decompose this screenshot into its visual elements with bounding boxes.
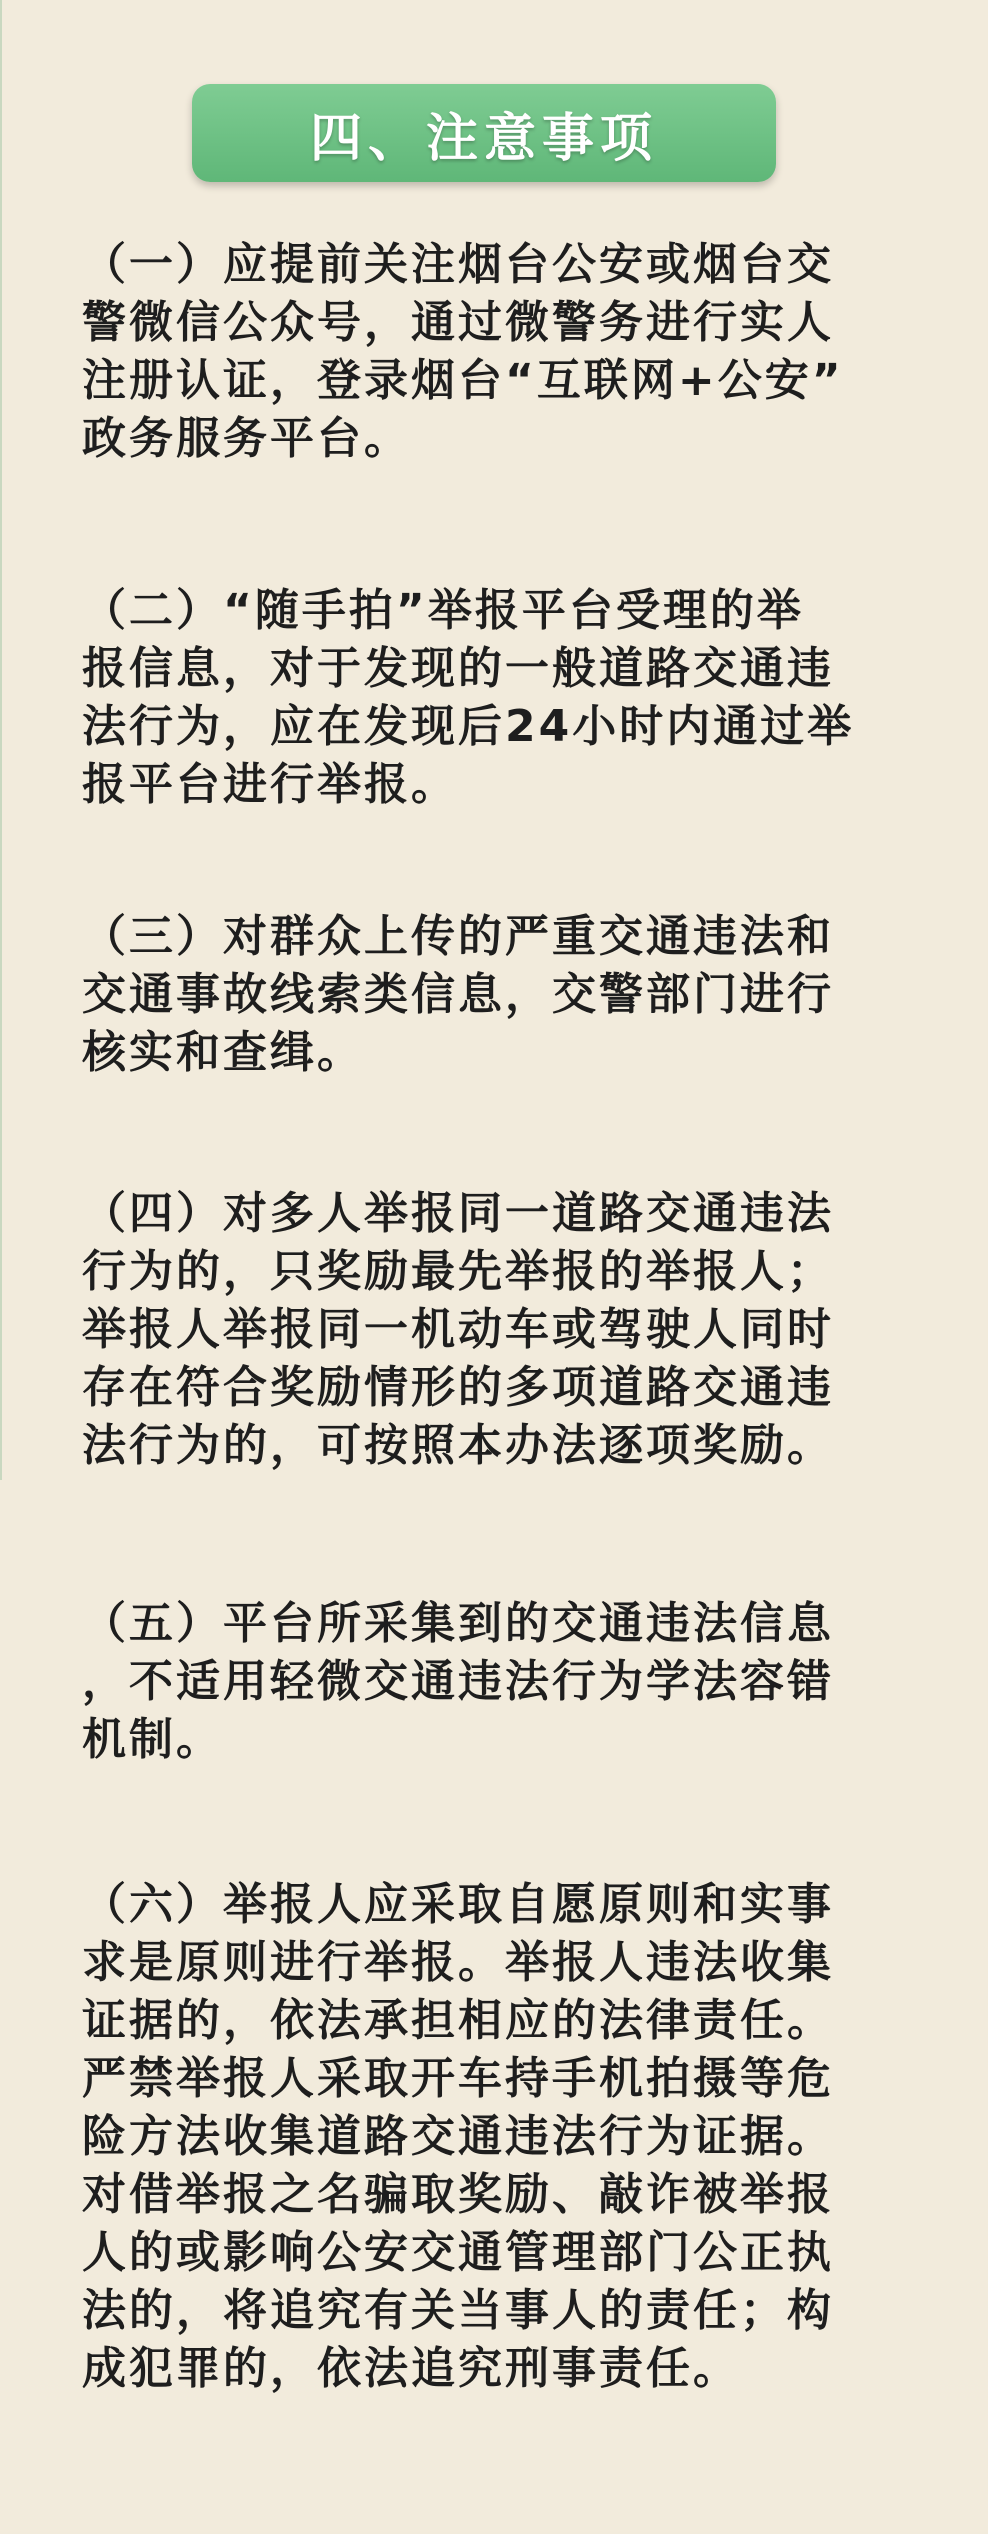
notice-item-1-line-2: 警微信公众号，通过微警务进行实人 bbox=[82, 297, 834, 348]
notice-item-5-line-1: （五）平台所采集到的交通违法信息 bbox=[82, 1598, 834, 1649]
notice-item-1-line-1: （一）应提前关注烟台公安或烟台交 bbox=[82, 239, 834, 290]
notice-item-4-line-5: 法行为的，可按照本办法逐项奖励。 bbox=[82, 1420, 834, 1471]
notice-item-4-line-2: 行为的，只奖励最先举报的举报人； bbox=[82, 1246, 834, 1297]
notice-item-2-line-4: 报平台进行举报。 bbox=[82, 759, 458, 810]
notice-item-6-line-6: 对借举报之名骗取奖励、敲诈被举报 bbox=[82, 2169, 834, 2220]
notice-item-6-line-4: 严禁举报人采取开车持手机拍摄等危 bbox=[82, 2053, 834, 2104]
title-banner bbox=[192, 84, 776, 182]
left-edge-line bbox=[0, 0, 2, 1480]
notice-item-5 bbox=[82, 1595, 922, 1769]
notice-item-2 bbox=[82, 582, 922, 814]
notice-item-6-line-5: 险方法收集道路交通违法行为证据。 bbox=[82, 2111, 834, 2162]
notice-item-6-line-2: 求是原则进行举报。举报人违法收集 bbox=[82, 1937, 834, 1988]
notice-item-6-line-1: （六）举报人应采取自愿原则和实事 bbox=[82, 1879, 834, 1930]
notice-item-2-line-1: （二）“随手拍”举报平台受理的举 bbox=[82, 585, 804, 636]
notice-item-3-line-2: 交通事故线索类信息，交警部门进行 bbox=[82, 969, 834, 1020]
notice-item-6-line-8: 法的，将追究有关当事人的责任；构 bbox=[82, 2285, 834, 2336]
notice-item-1-line-3: 注册认证，登录烟台“互联网+公安” bbox=[82, 355, 844, 406]
page-title: 四、注意事项 bbox=[309, 108, 658, 169]
notice-item-6-line-9: 成犯罪的，依法追究刑事责任。 bbox=[82, 2343, 740, 2394]
notice-item-2-line-2: 报信息，对于发现的一般道路交通违 bbox=[82, 643, 834, 694]
notice-item-4-line-3: 举报人举报同一机动车或驾驶人同时 bbox=[82, 1304, 834, 1355]
notice-item-2-line-3: 法行为，应在发现后24小时内通过举 bbox=[82, 701, 855, 752]
notice-item-4 bbox=[82, 1185, 922, 1475]
notice-item-3-line-1: （三）对群众上传的严重交通违法和 bbox=[82, 911, 834, 962]
notice-item-4-line-4: 存在符合奖励情形的多项道路交通违 bbox=[82, 1362, 834, 1413]
notice-item-5-line-3: 机制。 bbox=[82, 1714, 223, 1765]
notice-item-1 bbox=[82, 236, 922, 468]
notice-item-1-line-4: 政务服务平台。 bbox=[82, 413, 411, 464]
notice-item-6-line-7: 人的或影响公安交通管理部门公正执 bbox=[82, 2227, 834, 2278]
notice-item-3-line-3: 核实和查缉。 bbox=[82, 1027, 364, 1078]
notice-item-6-line-3: 证据的，依法承担相应的法律责任。 bbox=[82, 1995, 834, 2046]
notice-item-3 bbox=[82, 908, 922, 1082]
notice-item-5-line-2: ，不适用轻微交通违法行为学法容错 bbox=[82, 1656, 834, 1707]
notice-item-6 bbox=[82, 1876, 922, 2398]
notice-item-4-line-1: （四）对多人举报同一道路交通违法 bbox=[82, 1188, 834, 1239]
